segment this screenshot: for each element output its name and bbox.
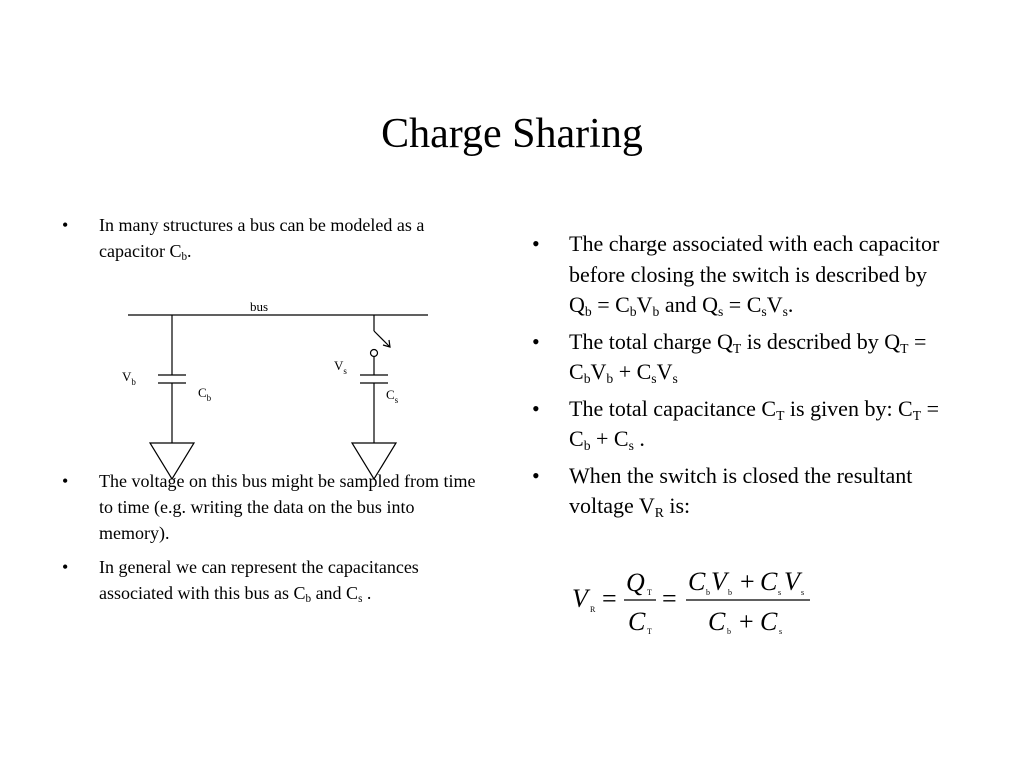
- formula-c: C: [688, 567, 706, 596]
- subscript: b: [583, 437, 591, 453]
- formula-v: V: [784, 567, 800, 596]
- formula-sub-s: s: [801, 588, 805, 597]
- subscript: s: [761, 303, 767, 319]
- subscript: s: [672, 370, 678, 386]
- bullet-text: The total charge Q: [569, 328, 733, 354]
- bullet-text: V: [590, 359, 607, 384]
- bullet-resultant-voltage: [532, 461, 949, 522]
- bullet-text: .: [787, 292, 794, 317]
- subscript: s: [628, 437, 634, 453]
- bullet-text: and Q: [659, 292, 718, 317]
- bullet-text: and C: [311, 583, 359, 603]
- formula-c: C: [708, 607, 726, 636]
- subscript: s: [358, 593, 363, 606]
- subscript: b: [305, 593, 312, 606]
- bullet-text: .: [633, 426, 645, 451]
- bullet-text: is given by: C: [784, 395, 913, 421]
- bullet-bus-model: [62, 212, 429, 264]
- subscript: b: [583, 370, 591, 386]
- bullet-total-capacitance: [532, 394, 949, 455]
- bullet-text: is described by Q: [741, 328, 901, 354]
- bullet-dot: •: [532, 395, 540, 421]
- formula-sub-s: s: [779, 627, 783, 636]
- bullet-text: + C: [590, 426, 629, 451]
- bullet-text: In general we can represent the capacitances associated with this bus as C: [99, 557, 419, 603]
- bullet-text: When the switch is closed the resultant voltage V: [569, 462, 913, 518]
- bullet-text: .: [362, 583, 372, 603]
- left-bottom-bullets: [62, 468, 489, 614]
- formula-c: C: [760, 607, 778, 636]
- bus-label: bus: [250, 299, 269, 314]
- bullet-dot: •: [62, 215, 69, 235]
- subscript: b: [584, 303, 592, 319]
- formula-sub-b: b: [728, 588, 732, 597]
- bullet-text: V: [636, 292, 653, 317]
- bullet-total-charge: [532, 327, 949, 388]
- subscript: s: [717, 303, 724, 319]
- bullet-charge-before-switch: [532, 229, 949, 321]
- bus-circuit-diagram: [100, 295, 440, 485]
- bullet-text: = C: [723, 292, 762, 317]
- bullet-dot: •: [532, 231, 540, 256]
- bullet-dot: •: [532, 462, 540, 488]
- vs-label: $V_s$: [334, 358, 347, 376]
- subscript: s: [782, 303, 788, 319]
- bullet-text: + C: [613, 359, 652, 384]
- formula-c: C: [628, 607, 646, 636]
- formula-sub-t: T: [647, 627, 652, 636]
- bullet-text: V: [656, 359, 673, 384]
- switch-arm: [374, 331, 390, 347]
- formula-sub-r: R: [590, 605, 596, 614]
- formula-v: V: [711, 567, 727, 596]
- bullet-text: = C: [591, 292, 630, 317]
- vb-label: $V_b$: [122, 369, 136, 387]
- subscript: b: [606, 370, 614, 386]
- bullet-text: V: [766, 292, 783, 317]
- slide-title: Charge Sharing: [381, 111, 643, 157]
- bullet-text: The charge associated with each capacitor before closing the switch is described by Q: [569, 231, 940, 317]
- bullet-text: is:: [663, 493, 691, 518]
- subscript: T: [732, 340, 742, 356]
- subscript: R: [654, 504, 664, 520]
- formula-plus: +: [739, 607, 754, 636]
- cs-label: $C_s$: [386, 387, 399, 405]
- formula-sub-t: T: [647, 588, 652, 597]
- bullet-dot: •: [62, 557, 69, 577]
- formula-sub-s: s: [778, 588, 782, 597]
- bullet-dot: •: [532, 328, 540, 354]
- cb-label: $C_b$: [198, 385, 212, 403]
- bullet-dot: •: [62, 471, 69, 491]
- subscript: b: [181, 251, 188, 264]
- bullet-capacitances: [62, 554, 489, 606]
- subscript: T: [900, 340, 909, 356]
- bullet-text: The voltage on this bus might be sampled from time to time (e.g. writing the data on the bus into memory).: [99, 471, 476, 543]
- switch-contact: [371, 350, 378, 357]
- formula-equals: =: [602, 584, 617, 613]
- bullet-text: In many structures a bus can be modeled as a capacitor C: [99, 215, 425, 261]
- bullet-voltage-sampled: [62, 468, 489, 546]
- formula-v: V: [572, 584, 588, 613]
- subscript: s: [651, 370, 657, 386]
- subscript: T: [776, 407, 785, 423]
- formula-c: C: [760, 567, 778, 596]
- formula-sub-b: b: [706, 588, 710, 597]
- formula-sub-b: b: [727, 627, 731, 636]
- formula-q: Q: [626, 568, 645, 597]
- left-top-bullets: [62, 212, 429, 264]
- subscript: T: [912, 407, 922, 423]
- bullet-text: The total capacitance C: [569, 395, 777, 421]
- resultant-voltage-formula: [560, 560, 820, 644]
- bullet-text: .: [187, 241, 192, 261]
- subscript: b: [629, 303, 637, 319]
- bullet-text: = C: [569, 328, 927, 384]
- formula-equals: =: [662, 584, 677, 613]
- subscript: b: [652, 303, 660, 319]
- formula-plus: +: [740, 567, 755, 596]
- right-bullets: [532, 229, 949, 528]
- bullet-text: = C: [569, 395, 939, 451]
